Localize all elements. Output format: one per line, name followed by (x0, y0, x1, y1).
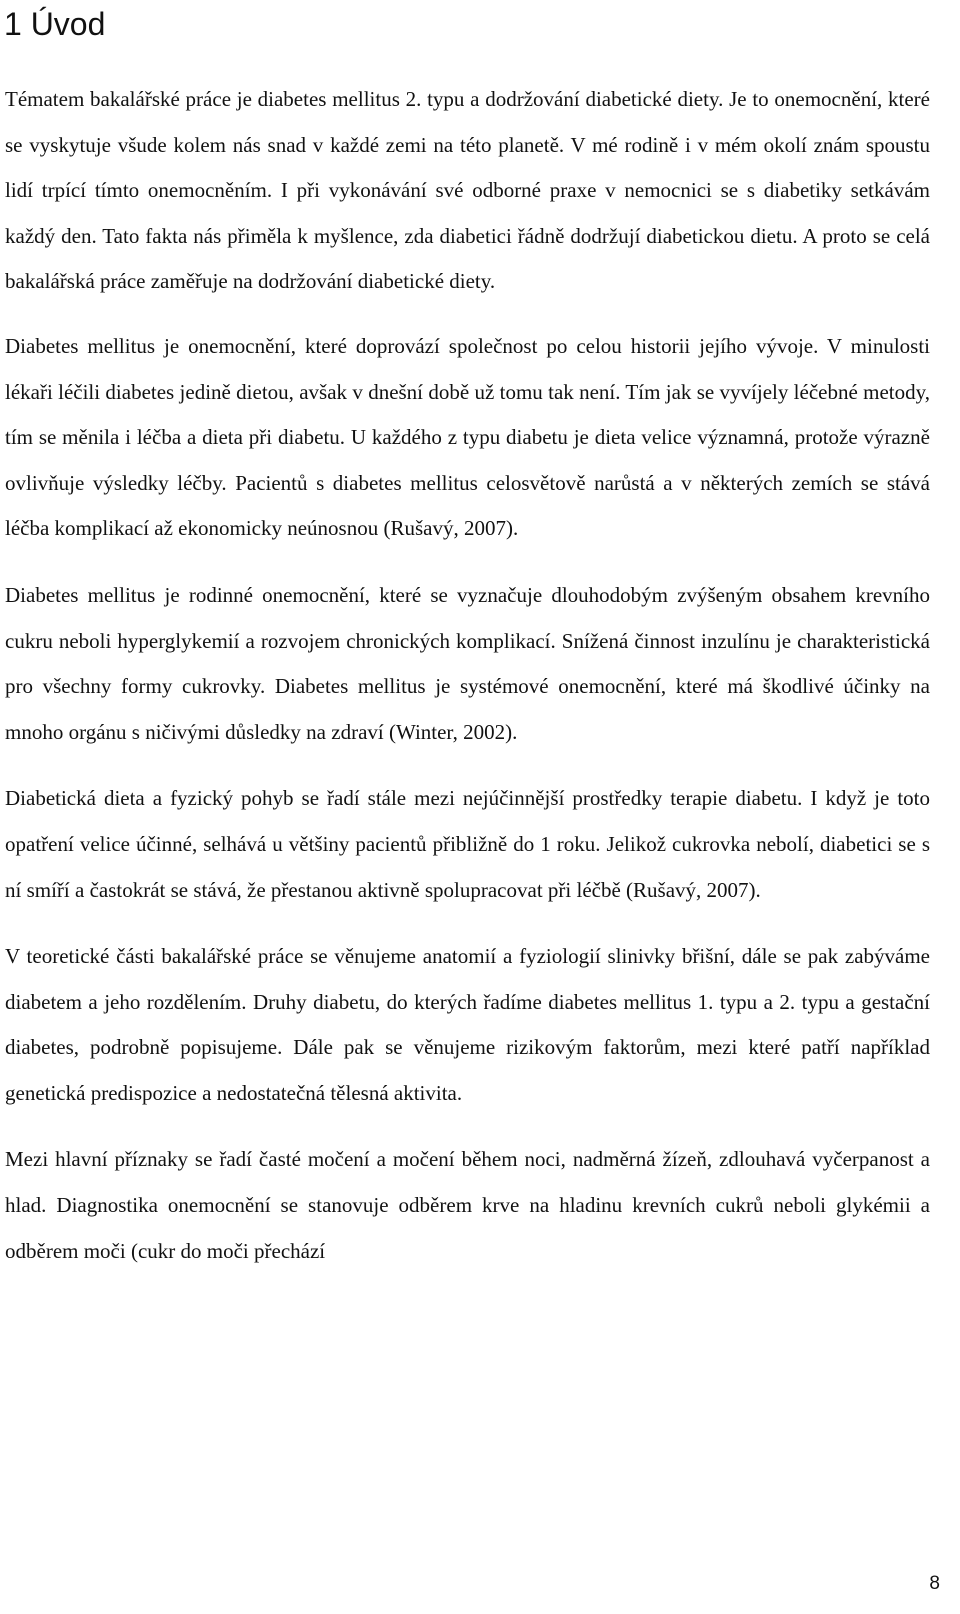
page-number: 8 (929, 1573, 940, 1594)
paragraph-5: V teoretické části bakalářské práce se věnujeme anatomií a fyziologií slinivky břišní, dále se pak zabýváme diabetem a jeho rozdělením. Druhy diabetu, do kterých řadíme diabetes mellitus 1. typu a 2. typu a gestační diabetes, podrobně popisujeme. Dále pak se věnujeme rizikovým faktorům, mezi které patří například genetická predispozice a nedostatečná tělesná aktivita. (5, 944, 930, 1105)
paragraph-3: Diabetes mellitus je rodinné onemocnění, které se vyznačuje dlouhodobým zvýšeným obsahem krevního cukru neboli hyperglykemií a rozvojem chronických komplikací. Snížená činnost inzulínu je charakteristická pro všechny formy cukrovky. Diabetes mellitus je systémové onemocnění, které má škodlivé účinky na mnoho orgánu s ničivými důsledky na zdraví (Winter, 2002). (5, 582, 930, 744)
paragraph-6: Mezi hlavní příznaky se řadí časté močení a močení během noci, nadměrná žízeň, zdlouhavá vyčerpanost a hlad. Diagnostika onemocnění se stanovuje odběrem krve na hladinu krevních cukrů neboli glykémii a odběrem moči (cukr do moči přechází (5, 1147, 930, 1263)
paragraph-2: Diabetes mellitus je onemocnění, které doprovází společnost po celou historii jejího vývoje. V minulosti lékaři léčili diabetes jedině dietou, avšak v dnešní době už tomu tak není. Tím jak se vyvíjely léčebné metody, tím se měnila i léčba a dieta při diabetu. U každého z typu diabetu je dieta velice významná, protože výrazně ovlivňuje výsledky léčby. Pacientů s diabetes mellitus celosvětově narůstá a v některých zemích se stává léčba komplikací až ekonomicky neúnosnou (Rušavý, 2007). (5, 333, 930, 541)
chapter-heading: 1 Úvod (4, 6, 106, 42)
paragraph-1: Tématem bakalářské práce je diabetes mellitus 2. typu a dodržování diabetické diety. Je to onemocnění, které se vyskytuje všude kolem nás snad v každé zemi na této planetě. V mé rodině i v mém okolí znám spoustu lidí trpící tímto onemocněním. I při vykonávání své odborné praxe v nemocnici se s diabetiky setkávám každý den. Tato fakta nás přiměla k myšlence, zda diabetici řádně dodržují diabetickou dietu. A proto se celá bakalářská práce zaměřuje na dodržování diabetické diety. (5, 87, 930, 294)
paragraph-4: Diabetická dieta a fyzický pohyb se řadí stále mezi nejúčinnější prostředky terapie diabetu. I když je toto opatření velice účinné, selhává u většiny pacientů přibližně do 1 roku. Jelikož cukrovka nebolí, diabetici se s ní smíří a častokrát se stává, že přestanou aktivně spolupracovat při léčbě (Rušavý, 2007). (5, 786, 930, 902)
body-text (5, 77, 930, 1274)
